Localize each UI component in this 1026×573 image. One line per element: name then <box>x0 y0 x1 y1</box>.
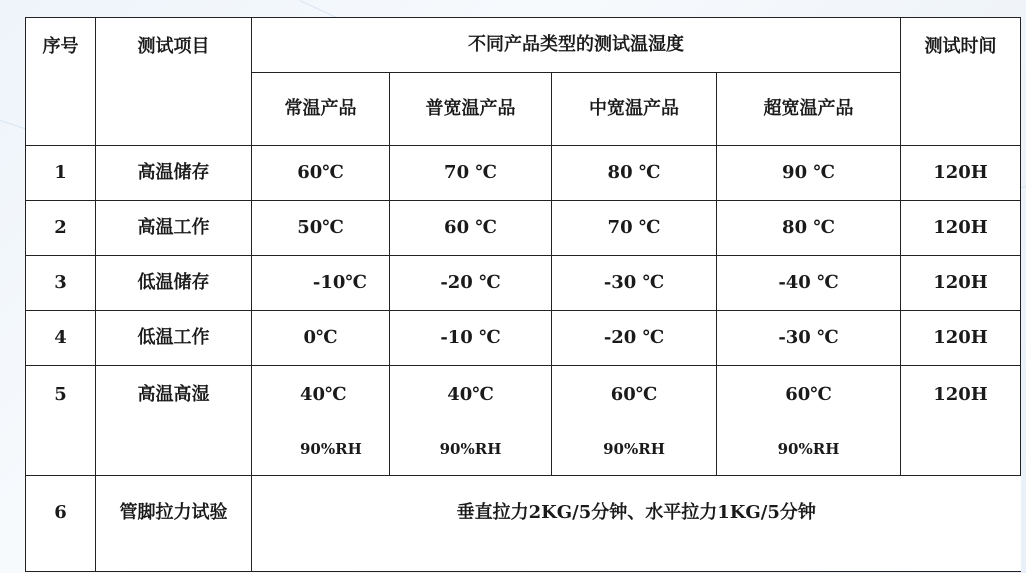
row-time: 120H <box>901 146 1021 201</box>
header-type-mid-wide: 中宽温产品 <box>552 73 717 146</box>
row-seq: 6 <box>26 476 96 572</box>
table-row <box>26 366 1021 476</box>
header-type-normal: 常温产品 <box>252 73 390 146</box>
row-description: 垂直拉力2KG/5分钟、水平拉力1KG/5分钟 <box>252 476 1021 572</box>
row-value: 70 ℃ <box>552 201 717 256</box>
row-value: 70 ℃ <box>390 146 552 201</box>
row-value: 50℃ <box>252 201 390 256</box>
header-temp-humidity-group: 不同产品类型的测试温湿度 <box>252 18 901 73</box>
row-time: 120H <box>901 256 1021 311</box>
row-value: 90 ℃ <box>717 146 901 201</box>
header-seq: 序号 <box>26 18 96 146</box>
row-value-cell <box>552 366 717 476</box>
row-time: 120H <box>901 201 1021 256</box>
table-row <box>26 476 1021 572</box>
row-item: 管脚拉力试验 <box>96 476 252 572</box>
row-humidity: 90%RH <box>300 440 362 458</box>
header-type-wide: 普宽温产品 <box>390 73 552 146</box>
row-humidity: 90%RH <box>603 440 665 458</box>
row-value: 60℃ <box>610 384 658 405</box>
row-value: 0℃ <box>252 311 390 366</box>
row-value: 40℃ <box>300 384 347 405</box>
test-spec-table <box>25 17 1021 572</box>
row-value: -10 ℃ <box>390 311 552 366</box>
table-row <box>26 311 1021 366</box>
row-seq: 4 <box>26 311 96 366</box>
row-item: 低温工作 <box>96 311 252 366</box>
row-seq: 3 <box>26 256 96 311</box>
row-value-cell <box>717 366 901 476</box>
header-test-time: 测试时间 <box>901 18 1021 146</box>
header-type-ultra-wide: 超宽温产品 <box>717 73 901 146</box>
row-value: -30 ℃ <box>552 256 717 311</box>
row-value: 60℃ <box>785 384 832 405</box>
row-time: 120H <box>901 366 1021 476</box>
row-item: 低温储存 <box>96 256 252 311</box>
row-value: -20 ℃ <box>390 256 552 311</box>
table-row <box>26 146 1021 201</box>
row-value-cell <box>390 366 552 476</box>
row-seq: 1 <box>26 146 96 201</box>
table-row <box>26 201 1021 256</box>
row-item: 高温高湿 <box>96 366 252 476</box>
row-item: 高温工作 <box>96 201 252 256</box>
row-humidity: 90%RH <box>777 440 840 458</box>
row-value: -40 ℃ <box>717 256 901 311</box>
row-value: -10℃ <box>252 256 390 311</box>
row-item: 高温储存 <box>96 146 252 201</box>
table-row <box>26 256 1021 311</box>
row-value: 60℃ <box>252 146 390 201</box>
row-value: 60 ℃ <box>390 201 552 256</box>
row-seq: 5 <box>26 366 96 476</box>
row-value: -20 ℃ <box>552 311 717 366</box>
row-seq: 2 <box>26 201 96 256</box>
row-value: 40℃ <box>447 384 494 405</box>
row-value-cell <box>252 366 390 476</box>
row-time: 120H <box>901 311 1021 366</box>
row-value: 80 ℃ <box>552 146 717 201</box>
row-value: 80 ℃ <box>717 201 901 256</box>
row-humidity: 90%RH <box>439 440 502 458</box>
header-test-item: 测试项目 <box>96 18 252 146</box>
row-value: -30 ℃ <box>717 311 901 366</box>
